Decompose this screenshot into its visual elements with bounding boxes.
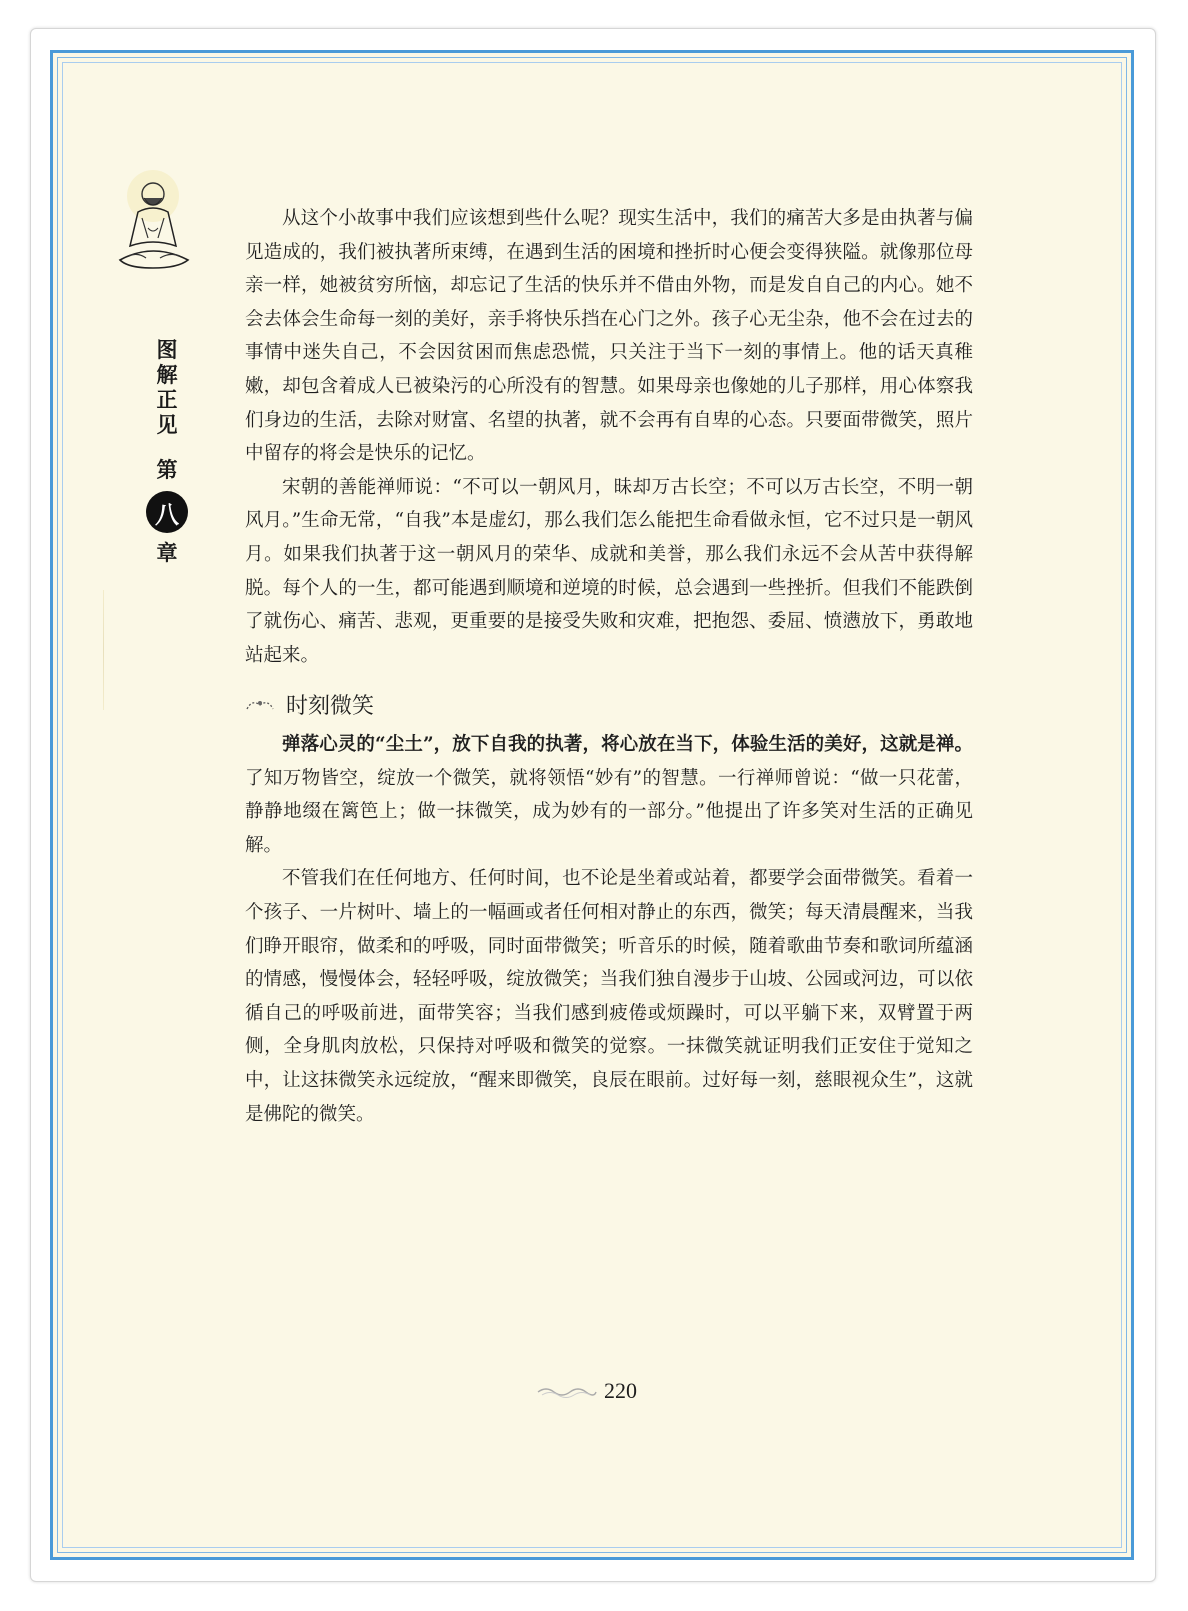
chapter-prefix: 第 — [156, 458, 178, 482]
section-heading — [244, 688, 374, 720]
margin-rule — [103, 590, 104, 710]
body-text — [245, 202, 973, 672]
body-paragraph: 从这个小故事中我们应该想到些什么呢？现实生活中，我们的痛苦大多是由执著与偏见造成的，我们被执著所束缚，在遇到生活的困境和挫折时心便会变得狭隘。就像那位母亲一样，她被贫穷所恼，却忘记了生活的快乐并不借由外物，而是发自自己的内心。她不会去体会生命每一刻的美好，亲手将快乐挡在心门之外。孩子心无尘杂，他不会在过去的事情中迷失自己，不会因贫困而焦虑恐慌，只关注于当下一刻的事情上。他的话天真稚嫩，却包含着成人已被染污的心所没有的智慧。如果母亲也像她的儿子那样，用心体察我们身边的生活，去除对财富、名望的执著，就不会再有自卑的心态。只要面带微笑，照片中留存的将会是快乐的记忆。 — [245, 208, 973, 465]
chapter-number-badge: 八 — [146, 491, 188, 533]
wave-ornament-icon — [536, 1384, 598, 1398]
section-paragraph: 不管我们在任何地方、任何时间，也不论是坐着或站着，都要学会面带微笑。看着一个孩子、一片树叶、墙上的一幅画或者任何相对静止的东西，微笑；每天清晨醒来，当我们睁开眼帘，做柔和的呼吸，同时面带微笑；听音乐的时候，随着歌曲节奏和歌词所蕴涵的情感，慢慢体会，轻轻呼吸，绽放微笑；当我们独自漫步于山坡、公园或河边，可以依循自己的呼吸前进，面带笑容；当我们感到疲倦或烦躁时，可以平躺下来，双臂置于两侧，全身肌肉放松，只保持对呼吸和微笑的觉察。一抹微笑就证明我们正安住于觉知之中，让这抹微笑永远绽放，“醒来即微笑，良辰在眼前。过好每一刻，慈眼视众生”，这就是佛陀的微笑。 — [245, 868, 973, 1125]
chapter-sidebar — [150, 338, 184, 566]
page-number: 220 — [604, 1378, 637, 1403]
chapter-title-char: 图 — [156, 338, 178, 362]
body-paragraph: 宋朝的善能禅师说：“不可以一朝风月，昧却万古长空；不可以万古长空，不明一朝风月。”生命无常，“自我”本是虚幻，那么我们怎么能把生命看做永恒，它不过只是一朝风月。如果我们执著于这一朝风月的荣华、成就和美誉，那么我们永远不会从苦中获得解脱。每个人的一生，都可能遇到顺境和逆境的时候，总会遇到一些挫折。但我们不能跌倒了就伤心、痛苦、悲观，更重要的是接受失败和灾难，把抱怨、委屈、愤懑放下，勇敢地站起来。 — [245, 476, 973, 666]
section-lead-bold: 弹落心灵的“尘土”，放下自我的执著，将心放在当下，体验生活的美好，这就是禅。 — [282, 734, 973, 755]
section-lead-rest: 了知万物皆空，绽放一个微笑，就将领悟“妙有”的智慧。一行禅师曾说：“做一只花蕾，静静地缀在篱笆上；做一抹微笑，成为妙有的一部分。”他提出了许多笑对生活的正确见解。 — [245, 767, 973, 856]
lotus-ornament-icon — [244, 693, 276, 715]
section-text — [245, 728, 973, 1131]
chapter-title-char: 见 — [156, 413, 178, 437]
chapter-title-char: 正 — [156, 388, 178, 412]
section-lead-paragraph — [245, 728, 973, 862]
page-footer — [536, 1378, 637, 1404]
chapter-title-char: 解 — [156, 363, 178, 387]
section-title: 时刻微笑 — [286, 693, 375, 719]
chapter-suffix: 章 — [156, 541, 178, 565]
buddha-illustration — [108, 168, 198, 278]
